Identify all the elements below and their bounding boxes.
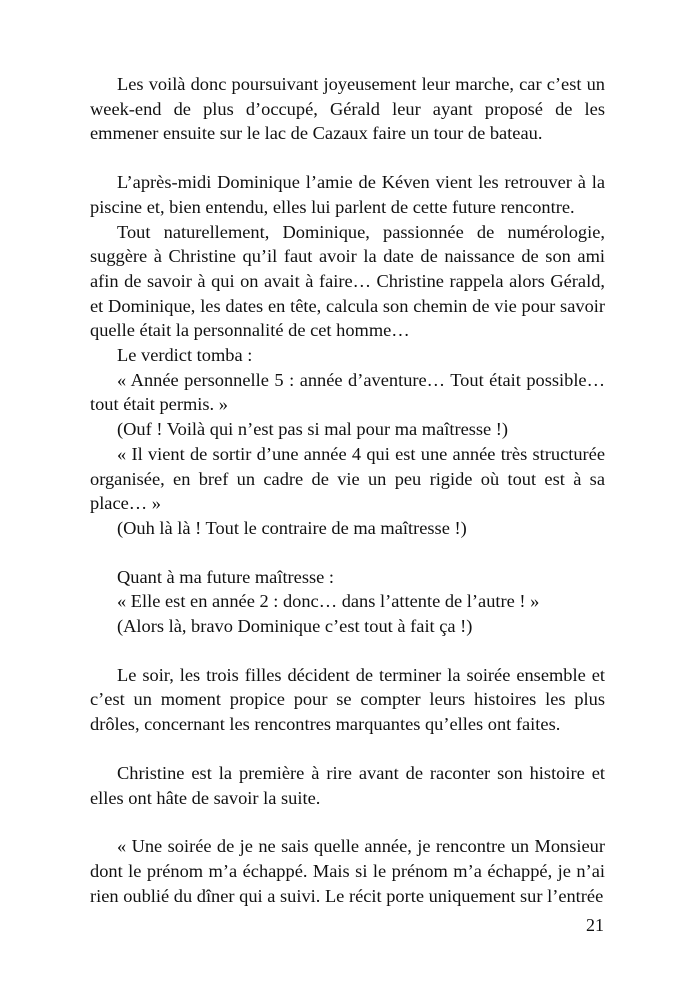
- paragraph: Les voilà donc poursuivant joyeusement leur marche, car c’est un week-end de plus d’occupé, Gérald leur ayant proposé de les emmener ensuite sur le lac de Cazaux faire un tour de bateau.: [90, 74, 605, 144]
- paragraph-spacer: [90, 639, 605, 663]
- paragraph-spacer: [90, 146, 605, 170]
- paragraph: Le soir, les trois filles décident de terminer la soirée ensemble et c’est un moment propice pour se compter leurs histoires les plus drôles, concernant les rencontres marquantes qu’elles ont faites.: [90, 664, 605, 735]
- paragraph: Christine est la première à rire avant de raconter son histoire et elles ont hâte de savoir la suite.: [90, 762, 605, 808]
- paragraph: « Elle est en année 2 : donc… dans l’attente de l’autre ! »: [117, 591, 540, 612]
- page-number: 21: [586, 915, 604, 935]
- page-body: [90, 72, 605, 908]
- paragraph-spacer: [90, 737, 605, 761]
- paragraph: « Une soirée de je ne sais quelle année, je rencontre un Monsieur dont le prénom m’a échappé. Mais si le prénom m’a échappé, je n’ai rien oublié du dîner qui a suivi. Le récit porte uniquement sur l’entrée: [90, 836, 605, 906]
- paragraph: « Année personnelle 5 : année d’aventure… Tout était possible… tout était permis. »: [90, 369, 605, 415]
- paragraph-spacer: [90, 541, 605, 565]
- paragraph-spacer: [90, 810, 605, 834]
- paragraph: L’après-midi Dominique l’amie de Kéven vient les retrouver à la piscine et, bien entendu, elles lui parlent de cette future rencontre.: [90, 172, 605, 217]
- paragraph: « Il vient de sortir d’une année 4 qui est une année très structurée organisée, en bref un cadre de vie un peu rigide où tout est à sa place… »: [90, 443, 605, 514]
- paragraph: (Ouh là là ! Tout le contraire de ma maîtresse !): [117, 517, 467, 538]
- paragraph: Le verdict tomba :: [117, 345, 253, 366]
- paragraph: Tout naturellement, Dominique, passionnée de numérologie, suggère à Christine qu’il faut avoir la date de naissance de son ami afin de savoir à qui on avait à faire… Christine rappela alors Gérald, et Dominique, les dates en tête, calcula son chemin de vie pour savoir quelle était la personnalité de cet homme…: [90, 221, 605, 341]
- paragraph: (Alors là, bravo Dominique c’est tout à fait ça !): [117, 616, 473, 637]
- paragraph: Quant à ma future maîtresse :: [117, 566, 335, 587]
- paragraph: (Ouf ! Voilà qui n’est pas si mal pour ma maîtresse !): [117, 419, 509, 440]
